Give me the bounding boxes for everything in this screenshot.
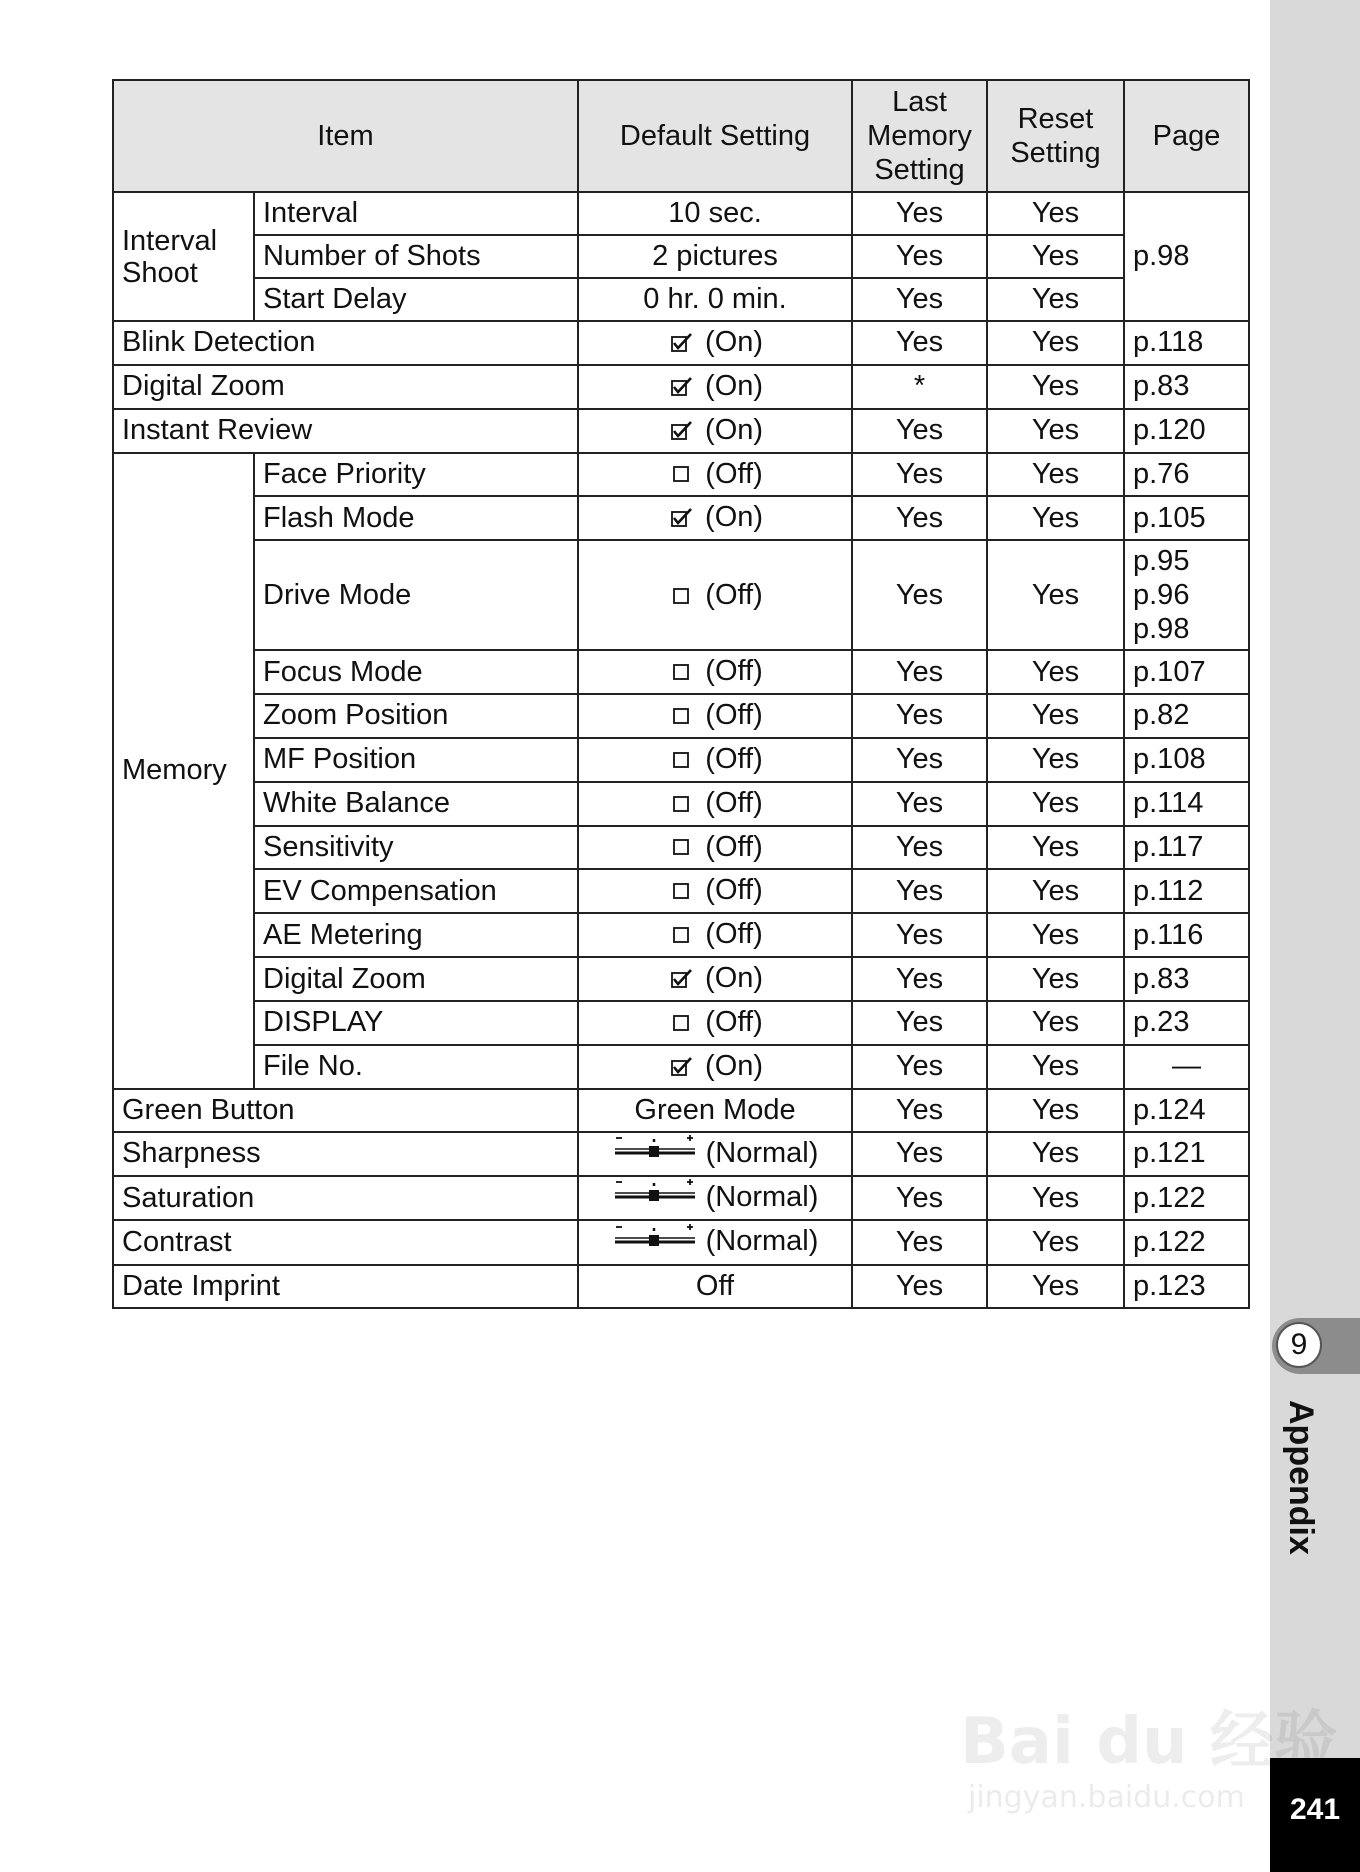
reset-setting-cell: Yes [987,235,1124,278]
table-row [113,913,1249,957]
reset-setting-cell: Yes [987,540,1124,650]
default-setting-value: (Off) [705,786,763,819]
checkbox-empty-icon [667,454,697,495]
last-memory-cell: Yes [852,1001,987,1045]
page-cell: p.108 [1124,738,1249,782]
item-cell: MF Position [254,738,578,782]
default-setting-cell [578,826,852,870]
checkbox-empty-icon [667,579,697,613]
item-cell: Saturation [113,1176,578,1220]
table-row [113,1045,1249,1089]
last-memory-cell: Yes [852,192,987,235]
checkbox-empty-icon [667,1003,697,1044]
page-cell: p.95 p.96 p.98 [1124,540,1249,650]
default-setting-cell [578,738,852,782]
reset-setting-cell: Yes [987,453,1124,497]
item-cell: Digital Zoom [113,365,578,409]
last-memory-cell: Yes [852,738,987,782]
reset-setting-cell: Yes [987,496,1124,540]
table-row [113,278,1249,321]
last-memory-cell: Yes [852,496,987,540]
header-item: Item [113,80,578,192]
reset-setting-cell: Yes [987,1265,1124,1308]
table-row [113,869,1249,913]
default-setting-cell: Green Mode [578,1089,852,1132]
item-cell: Green Button [113,1089,578,1132]
page-cell: p.98 [1124,192,1249,321]
default-setting-cell [578,496,852,540]
last-memory-cell: Yes [852,826,987,870]
reset-setting-cell: Yes [987,738,1124,782]
default-setting-cell [578,1220,852,1264]
reset-setting-cell: Yes [987,913,1124,957]
reset-setting-cell: Yes [987,278,1124,321]
item-cell: Number of Shots [254,235,578,278]
page-cell: p.105 [1124,496,1249,540]
default-setting-value: (Off) [705,457,763,490]
last-memory-cell: Yes [852,321,987,365]
reset-setting-cell: Yes [987,1089,1124,1132]
last-memory-cell: Yes [852,650,987,694]
last-memory-cell: Yes [852,540,987,650]
normal-scale-icon [612,1133,698,1175]
default-setting-cell: 10 sec. [578,192,852,235]
header-reset-setting: Reset Setting [987,80,1124,192]
default-setting-value: (Off) [705,874,763,907]
table-row [113,650,1249,694]
table-row [113,1220,1249,1264]
item-cell: Drive Mode [254,540,578,650]
default-setting-cell [578,869,852,913]
item-cell: Sharpness [113,1132,578,1176]
table-row [113,1132,1249,1176]
item-cell: Date Imprint [113,1265,578,1308]
checkbox-checked-icon [667,959,697,1000]
table-row [113,694,1249,738]
table-row [113,1001,1249,1045]
reset-setting-cell: Yes [987,650,1124,694]
default-setting-cell: 2 pictures [578,235,852,278]
default-setting-value: (Normal) [705,1136,819,1169]
page-number: 241 [1270,1758,1360,1872]
last-memory-cell: Yes [852,782,987,826]
table-row [113,782,1249,826]
table-row [113,496,1249,540]
table-row [113,1265,1249,1308]
table-row [113,321,1249,365]
settings-table [112,79,1250,1309]
reset-setting-cell: Yes [987,1001,1124,1045]
item-cell: File No. [254,1045,578,1089]
chapter-sidebar [1270,0,1360,1872]
default-setting-cell [578,1176,852,1220]
item-cell: Start Delay [254,278,578,321]
page-cell: p.114 [1124,782,1249,826]
item-cell: Face Priority [254,453,578,497]
checkbox-empty-icon [667,740,697,781]
last-memory-cell: Yes [852,1220,987,1264]
last-memory-cell: Yes [852,869,987,913]
reset-setting-cell: Yes [987,1132,1124,1176]
default-setting-value: (Off) [705,655,763,688]
default-setting-value: (On) [705,413,764,446]
item-cell: DISPLAY [254,1001,578,1045]
checkbox-empty-icon [667,827,697,868]
default-setting-cell [578,409,852,453]
item-cell: White Balance [254,782,578,826]
default-setting-value: (Off) [705,578,763,611]
table-row [113,192,1249,235]
item-cell: Contrast [113,1220,578,1264]
header-default-setting: Default Setting [578,80,852,192]
normal-scale-icon [612,1222,698,1264]
reset-setting-cell: Yes [987,1176,1124,1220]
default-setting-cell [578,913,852,957]
default-setting-value: (Normal) [705,1181,819,1213]
table-row [113,826,1249,870]
default-setting-cell [578,650,852,694]
item-cell: AE Metering [254,913,578,957]
item-cell: Blink Detection [113,321,578,365]
default-setting-cell [578,782,852,826]
page-cell: p.121 [1124,1132,1249,1176]
header-row [113,80,1249,192]
last-memory-cell: Yes [852,1132,987,1176]
reset-setting-cell: Yes [987,694,1124,738]
reset-setting-cell: Yes [987,957,1124,1001]
checkbox-checked-icon [667,367,697,408]
default-setting-cell [578,1132,852,1176]
header-page: Page [1124,80,1249,192]
last-memory-cell: Yes [852,409,987,453]
item-cell: Flash Mode [254,496,578,540]
watermark-logo: Bai du 经验 [960,1705,1338,1779]
reset-setting-cell: Yes [987,782,1124,826]
item-cell: Instant Review [113,409,578,453]
default-setting-value: (On) [705,962,764,995]
table-row [113,453,1249,497]
checkbox-checked-icon [667,1047,697,1088]
reset-setting-cell: Yes [987,192,1124,235]
checkbox-empty-icon [667,915,697,956]
last-memory-cell: Yes [852,235,987,278]
table-row [113,540,1249,650]
page-cell: p.23 [1124,1001,1249,1045]
page-cell: p.117 [1124,826,1249,870]
default-setting-value: (On) [705,369,764,402]
last-memory-cell: Yes [852,1265,987,1308]
last-memory-cell: Yes [852,1045,987,1089]
reset-setting-cell: Yes [987,826,1124,870]
checkbox-empty-icon [667,871,697,912]
last-memory-cell: Yes [852,278,987,321]
checkbox-checked-icon [667,411,697,452]
checkbox-checked-icon [667,323,697,364]
default-setting-cell [578,453,852,497]
default-setting-cell [578,1001,852,1045]
last-memory-cell: Yes [852,913,987,957]
default-setting-value: (Off) [705,830,763,863]
group-label-interval-shoot: Interval Shoot [113,192,254,321]
checkbox-checked-icon [667,498,697,539]
item-cell: Interval [254,192,578,235]
page-cell: p.83 [1124,957,1249,1001]
item-cell: EV Compensation [254,869,578,913]
default-setting-value: (Off) [705,742,763,775]
item-cell: Sensitivity [254,826,578,870]
chapter-number: 9 [1276,1322,1322,1368]
page-cell: p.82 [1124,694,1249,738]
page-cell: p.122 [1124,1220,1249,1264]
default-setting-cell: 0 hr. 0 min. [578,278,852,321]
reset-setting-cell: Yes [987,869,1124,913]
reset-setting-cell: Yes [987,1045,1124,1089]
reset-setting-cell: Yes [987,1220,1124,1264]
normal-scale-icon [612,1177,698,1219]
default-setting-cell [578,365,852,409]
reset-setting-cell: Yes [987,409,1124,453]
default-setting-value: (On) [705,1049,764,1082]
default-setting-cell [578,321,852,365]
reset-setting-cell: Yes [987,365,1124,409]
page-cell: p.124 [1124,1089,1249,1132]
default-setting-value: (Off) [705,918,763,951]
last-memory-cell: Yes [852,1089,987,1132]
page-cell: p.123 [1124,1265,1249,1308]
chapter-title: Appendix [1282,1400,1320,1555]
table-row [113,1176,1249,1220]
default-setting-cell [578,694,852,738]
default-setting-cell [578,957,852,1001]
checkbox-empty-icon [667,652,697,693]
header-last-memory: Last Memory Setting [852,80,987,192]
default-setting-value: (Off) [705,1005,763,1038]
page-cell: p.122 [1124,1176,1249,1220]
table-row [113,365,1249,409]
last-memory-cell: Yes [852,1176,987,1220]
item-cell: Digital Zoom [254,957,578,1001]
last-memory-cell: Yes [852,694,987,738]
default-setting-value: (On) [705,501,764,534]
table-row [113,235,1249,278]
table-row [113,409,1249,453]
table-row [113,957,1249,1001]
page-cell: p.107 [1124,650,1249,694]
last-memory-cell: Yes [852,957,987,1001]
default-setting-cell [578,1045,852,1089]
page-cell: p.118 [1124,321,1249,365]
default-setting-value: (Normal) [705,1225,819,1258]
default-setting-cell: Off [578,1265,852,1308]
default-setting-value: (Off) [705,699,763,732]
checkbox-empty-icon [667,784,697,825]
page-cell: p.83 [1124,365,1249,409]
page-cell: p.116 [1124,913,1249,957]
table-row [113,738,1249,782]
item-cell: Focus Mode [254,650,578,694]
default-setting-cell [578,540,852,650]
reset-setting-cell: Yes [987,321,1124,365]
page-cell: p.120 [1124,409,1249,453]
checkbox-empty-icon [667,696,697,737]
last-memory-cell: Yes [852,453,987,497]
item-cell: Zoom Position [254,694,578,738]
page-cell: — [1124,1045,1249,1089]
table-row [113,1089,1249,1132]
last-memory-cell: * [852,365,987,409]
page-cell: p.112 [1124,869,1249,913]
page-cell: p.76 [1124,453,1249,497]
watermark-url: jingyan.baidu.com [968,1780,1245,1815]
group-label-memory: Memory [113,453,254,1089]
default-setting-value: (On) [705,326,764,358]
